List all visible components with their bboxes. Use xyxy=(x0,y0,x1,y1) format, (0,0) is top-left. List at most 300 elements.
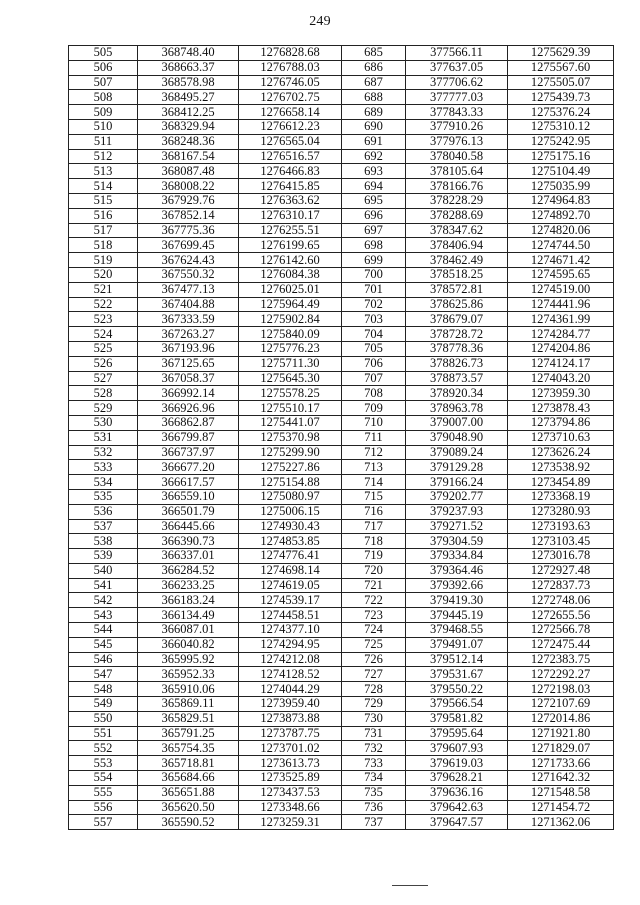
x-coordinate-cell: 366040.82 xyxy=(138,637,239,652)
x-coordinate-cell: 365590.52 xyxy=(138,815,239,830)
x-coordinate-cell: 365952.33 xyxy=(138,667,239,682)
y-coordinate-cell: 1273613.73 xyxy=(239,756,342,771)
table-row xyxy=(69,563,614,578)
table-row xyxy=(69,119,614,134)
point-number-cell: 730 xyxy=(342,711,406,726)
point-number-cell: 535 xyxy=(69,489,138,504)
y-coordinate-cell: 1272383.75 xyxy=(508,652,614,667)
y-coordinate-cell: 1275154.88 xyxy=(239,475,342,490)
y-coordinate-cell: 1276142.60 xyxy=(239,253,342,268)
table-row xyxy=(69,741,614,756)
y-coordinate-cell: 1271362.06 xyxy=(508,815,614,830)
point-number-cell: 685 xyxy=(342,46,406,61)
x-coordinate-cell: 368578.98 xyxy=(138,75,239,90)
point-number-cell: 707 xyxy=(342,371,406,386)
table-row xyxy=(69,356,614,371)
point-number-cell: 702 xyxy=(342,297,406,312)
y-coordinate-cell: 1275711.30 xyxy=(239,356,342,371)
point-number-cell: 714 xyxy=(342,475,406,490)
x-coordinate-cell: 377637.05 xyxy=(406,60,508,75)
table-row xyxy=(69,75,614,90)
table-row xyxy=(69,312,614,327)
point-number-cell: 716 xyxy=(342,504,406,519)
y-coordinate-cell: 1276702.75 xyxy=(239,90,342,105)
table-row xyxy=(69,282,614,297)
x-coordinate-cell: 379334.84 xyxy=(406,549,508,564)
x-coordinate-cell: 379636.16 xyxy=(406,785,508,800)
y-coordinate-cell: 1276199.65 xyxy=(239,238,342,253)
y-coordinate-cell: 1276084.38 xyxy=(239,267,342,282)
y-coordinate-cell: 1273193.63 xyxy=(508,519,614,534)
table-row xyxy=(69,371,614,386)
point-number-cell: 528 xyxy=(69,386,138,401)
point-number-cell: 543 xyxy=(69,608,138,623)
x-coordinate-cell: 378462.49 xyxy=(406,253,508,268)
x-coordinate-cell: 366677.20 xyxy=(138,460,239,475)
point-number-cell: 522 xyxy=(69,297,138,312)
table-row xyxy=(69,460,614,475)
point-number-cell: 696 xyxy=(342,208,406,223)
point-number-cell: 533 xyxy=(69,460,138,475)
bottom-divider xyxy=(392,885,428,886)
table-row xyxy=(69,90,614,105)
y-coordinate-cell: 1274930.43 xyxy=(239,519,342,534)
y-coordinate-cell: 1275840.09 xyxy=(239,327,342,342)
table-row xyxy=(69,697,614,712)
y-coordinate-cell: 1275567.60 xyxy=(508,60,614,75)
y-coordinate-cell: 1275510.17 xyxy=(239,401,342,416)
y-coordinate-cell: 1274377.10 xyxy=(239,623,342,638)
table-row xyxy=(69,623,614,638)
point-number-cell: 717 xyxy=(342,519,406,534)
table-row xyxy=(69,756,614,771)
x-coordinate-cell: 365910.06 xyxy=(138,682,239,697)
x-coordinate-cell: 379619.03 xyxy=(406,756,508,771)
x-coordinate-cell: 366501.79 xyxy=(138,504,239,519)
y-coordinate-cell: 1276255.51 xyxy=(239,223,342,238)
x-coordinate-cell: 378920.34 xyxy=(406,386,508,401)
point-number-cell: 715 xyxy=(342,489,406,504)
table-row xyxy=(69,519,614,534)
point-number-cell: 516 xyxy=(69,208,138,223)
point-number-cell: 523 xyxy=(69,312,138,327)
table-row xyxy=(69,164,614,179)
y-coordinate-cell: 1274744.50 xyxy=(508,238,614,253)
point-number-cell: 701 xyxy=(342,282,406,297)
point-number-cell: 704 xyxy=(342,327,406,342)
x-coordinate-cell: 378572.81 xyxy=(406,282,508,297)
point-number-cell: 517 xyxy=(69,223,138,238)
x-coordinate-cell: 377843.33 xyxy=(406,105,508,120)
y-coordinate-cell: 1273538.92 xyxy=(508,460,614,475)
x-coordinate-cell: 366337.01 xyxy=(138,549,239,564)
y-coordinate-cell: 1274698.14 xyxy=(239,563,342,578)
table-row xyxy=(69,134,614,149)
y-coordinate-cell: 1275242.95 xyxy=(508,134,614,149)
y-coordinate-cell: 1276310.17 xyxy=(239,208,342,223)
table-row xyxy=(69,238,614,253)
table-row xyxy=(69,253,614,268)
y-coordinate-cell: 1274212.08 xyxy=(239,652,342,667)
x-coordinate-cell: 365620.50 xyxy=(138,800,239,815)
table-row xyxy=(69,534,614,549)
y-coordinate-cell: 1275035.99 xyxy=(508,179,614,194)
y-coordinate-cell: 1275964.49 xyxy=(239,297,342,312)
point-number-cell: 710 xyxy=(342,415,406,430)
table-row xyxy=(69,267,614,282)
x-coordinate-cell: 378873.57 xyxy=(406,371,508,386)
point-number-cell: 551 xyxy=(69,726,138,741)
point-number-cell: 734 xyxy=(342,771,406,786)
x-coordinate-cell: 367852.14 xyxy=(138,208,239,223)
table-row xyxy=(69,726,614,741)
point-number-cell: 724 xyxy=(342,623,406,638)
x-coordinate-cell: 378679.07 xyxy=(406,312,508,327)
point-number-cell: 686 xyxy=(342,60,406,75)
point-number-cell: 508 xyxy=(69,90,138,105)
point-number-cell: 693 xyxy=(342,164,406,179)
x-coordinate-cell: 366284.52 xyxy=(138,563,239,578)
y-coordinate-cell: 1276746.05 xyxy=(239,75,342,90)
x-coordinate-cell: 379129.28 xyxy=(406,460,508,475)
x-coordinate-cell: 379581.82 xyxy=(406,711,508,726)
table-row xyxy=(69,223,614,238)
y-coordinate-cell: 1274284.77 xyxy=(508,327,614,342)
x-coordinate-cell: 365754.35 xyxy=(138,741,239,756)
table-row xyxy=(69,149,614,164)
x-coordinate-cell: 378288.69 xyxy=(406,208,508,223)
y-coordinate-cell: 1275227.86 xyxy=(239,460,342,475)
y-coordinate-cell: 1272927.48 xyxy=(508,563,614,578)
x-coordinate-cell: 367624.43 xyxy=(138,253,239,268)
point-number-cell: 505 xyxy=(69,46,138,61)
x-coordinate-cell: 366926.96 xyxy=(138,401,239,416)
point-number-cell: 695 xyxy=(342,193,406,208)
y-coordinate-cell: 1275104.49 xyxy=(508,164,614,179)
y-coordinate-cell: 1274204.86 xyxy=(508,341,614,356)
x-coordinate-cell: 379628.21 xyxy=(406,771,508,786)
x-coordinate-cell: 367929.76 xyxy=(138,193,239,208)
point-number-cell: 524 xyxy=(69,327,138,342)
y-coordinate-cell: 1276466.83 xyxy=(239,164,342,179)
point-number-cell: 534 xyxy=(69,475,138,490)
table-row xyxy=(69,711,614,726)
x-coordinate-cell: 379642.63 xyxy=(406,800,508,815)
y-coordinate-cell: 1275439.73 xyxy=(508,90,614,105)
point-number-cell: 509 xyxy=(69,105,138,120)
x-coordinate-cell: 367775.36 xyxy=(138,223,239,238)
point-number-cell: 546 xyxy=(69,652,138,667)
x-coordinate-cell: 379566.54 xyxy=(406,697,508,712)
point-number-cell: 549 xyxy=(69,697,138,712)
point-number-cell: 548 xyxy=(69,682,138,697)
point-number-cell: 521 xyxy=(69,282,138,297)
point-number-cell: 737 xyxy=(342,815,406,830)
x-coordinate-cell: 379304.59 xyxy=(406,534,508,549)
x-coordinate-cell: 365869.11 xyxy=(138,697,239,712)
point-number-cell: 526 xyxy=(69,356,138,371)
x-coordinate-cell: 378105.64 xyxy=(406,164,508,179)
x-coordinate-cell: 378166.76 xyxy=(406,179,508,194)
x-coordinate-cell: 367477.13 xyxy=(138,282,239,297)
x-coordinate-cell: 366617.57 xyxy=(138,475,239,490)
point-number-cell: 530 xyxy=(69,415,138,430)
y-coordinate-cell: 1275505.07 xyxy=(508,75,614,90)
y-coordinate-cell: 1272748.06 xyxy=(508,593,614,608)
y-coordinate-cell: 1274044.29 xyxy=(239,682,342,697)
table-row xyxy=(69,800,614,815)
x-coordinate-cell: 378347.62 xyxy=(406,223,508,238)
point-number-cell: 539 xyxy=(69,549,138,564)
y-coordinate-cell: 1274124.17 xyxy=(508,356,614,371)
point-number-cell: 507 xyxy=(69,75,138,90)
y-coordinate-cell: 1272566.78 xyxy=(508,623,614,638)
point-number-cell: 537 xyxy=(69,519,138,534)
x-coordinate-cell: 379237.93 xyxy=(406,504,508,519)
table-row xyxy=(69,549,614,564)
y-coordinate-cell: 1272198.03 xyxy=(508,682,614,697)
point-number-cell: 541 xyxy=(69,578,138,593)
y-coordinate-cell: 1276658.14 xyxy=(239,105,342,120)
y-coordinate-cell: 1274361.99 xyxy=(508,312,614,327)
y-coordinate-cell: 1274441.96 xyxy=(508,297,614,312)
x-coordinate-cell: 367058.37 xyxy=(138,371,239,386)
table-row xyxy=(69,430,614,445)
y-coordinate-cell: 1273878.43 xyxy=(508,401,614,416)
x-coordinate-cell: 378518.25 xyxy=(406,267,508,282)
x-coordinate-cell: 378228.29 xyxy=(406,193,508,208)
x-coordinate-cell: 366737.97 xyxy=(138,445,239,460)
x-coordinate-cell: 365829.51 xyxy=(138,711,239,726)
x-coordinate-cell: 379364.46 xyxy=(406,563,508,578)
x-coordinate-cell: 378406.94 xyxy=(406,238,508,253)
point-number-cell: 519 xyxy=(69,253,138,268)
y-coordinate-cell: 1272292.27 xyxy=(508,667,614,682)
y-coordinate-cell: 1276025.01 xyxy=(239,282,342,297)
y-coordinate-cell: 1273794.86 xyxy=(508,415,614,430)
y-coordinate-cell: 1276612.23 xyxy=(239,119,342,134)
y-coordinate-cell: 1275578.25 xyxy=(239,386,342,401)
point-number-cell: 540 xyxy=(69,563,138,578)
point-number-cell: 694 xyxy=(342,179,406,194)
point-number-cell: 688 xyxy=(342,90,406,105)
table-row xyxy=(69,652,614,667)
y-coordinate-cell: 1273959.30 xyxy=(508,386,614,401)
point-number-cell: 700 xyxy=(342,267,406,282)
y-coordinate-cell: 1272837.73 xyxy=(508,578,614,593)
y-coordinate-cell: 1276828.68 xyxy=(239,46,342,61)
point-number-cell: 690 xyxy=(342,119,406,134)
point-number-cell: 709 xyxy=(342,401,406,416)
x-coordinate-cell: 377910.26 xyxy=(406,119,508,134)
x-coordinate-cell: 379550.22 xyxy=(406,682,508,697)
point-number-cell: 705 xyxy=(342,341,406,356)
point-number-cell: 723 xyxy=(342,608,406,623)
point-number-cell: 529 xyxy=(69,401,138,416)
table-row xyxy=(69,415,614,430)
x-coordinate-cell: 379166.24 xyxy=(406,475,508,490)
y-coordinate-cell: 1275629.39 xyxy=(508,46,614,61)
x-coordinate-cell: 379445.19 xyxy=(406,608,508,623)
x-coordinate-cell: 378040.58 xyxy=(406,149,508,164)
point-number-cell: 711 xyxy=(342,430,406,445)
x-coordinate-cell: 368167.54 xyxy=(138,149,239,164)
table-row xyxy=(69,60,614,75)
x-coordinate-cell: 366390.73 xyxy=(138,534,239,549)
point-number-cell: 506 xyxy=(69,60,138,75)
point-number-cell: 513 xyxy=(69,164,138,179)
point-number-cell: 691 xyxy=(342,134,406,149)
point-number-cell: 689 xyxy=(342,105,406,120)
x-coordinate-cell: 368495.27 xyxy=(138,90,239,105)
y-coordinate-cell: 1275376.24 xyxy=(508,105,614,120)
point-number-cell: 692 xyxy=(342,149,406,164)
x-coordinate-cell: 379531.67 xyxy=(406,667,508,682)
point-number-cell: 703 xyxy=(342,312,406,327)
x-coordinate-cell: 377566.11 xyxy=(406,46,508,61)
x-coordinate-cell: 366799.87 xyxy=(138,430,239,445)
point-number-cell: 722 xyxy=(342,593,406,608)
x-coordinate-cell: 367404.88 xyxy=(138,297,239,312)
point-number-cell: 544 xyxy=(69,623,138,638)
point-number-cell: 532 xyxy=(69,445,138,460)
y-coordinate-cell: 1273259.31 xyxy=(239,815,342,830)
y-coordinate-cell: 1273454.89 xyxy=(508,475,614,490)
y-coordinate-cell: 1276565.04 xyxy=(239,134,342,149)
y-coordinate-cell: 1274853.85 xyxy=(239,534,342,549)
y-coordinate-cell: 1273348.66 xyxy=(239,800,342,815)
point-number-cell: 520 xyxy=(69,267,138,282)
x-coordinate-cell: 366183.24 xyxy=(138,593,239,608)
table-row xyxy=(69,682,614,697)
x-coordinate-cell: 367333.59 xyxy=(138,312,239,327)
point-number-cell: 719 xyxy=(342,549,406,564)
table-row xyxy=(69,489,614,504)
y-coordinate-cell: 1274043.20 xyxy=(508,371,614,386)
coordinates-table-body xyxy=(69,46,614,830)
y-coordinate-cell: 1276788.03 xyxy=(239,60,342,75)
y-coordinate-cell: 1272014.86 xyxy=(508,711,614,726)
x-coordinate-cell: 368248.36 xyxy=(138,134,239,149)
point-number-cell: 732 xyxy=(342,741,406,756)
x-coordinate-cell: 379512.14 xyxy=(406,652,508,667)
y-coordinate-cell: 1275441.07 xyxy=(239,415,342,430)
point-number-cell: 512 xyxy=(69,149,138,164)
point-number-cell: 687 xyxy=(342,75,406,90)
table-row xyxy=(69,667,614,682)
point-number-cell: 726 xyxy=(342,652,406,667)
table-row xyxy=(69,815,614,830)
x-coordinate-cell: 379595.64 xyxy=(406,726,508,741)
x-coordinate-cell: 366087.01 xyxy=(138,623,239,638)
page-number: 249 xyxy=(309,14,331,29)
table-row xyxy=(69,46,614,61)
y-coordinate-cell: 1275370.98 xyxy=(239,430,342,445)
table-row xyxy=(69,179,614,194)
point-number-cell: 729 xyxy=(342,697,406,712)
y-coordinate-cell: 1274820.06 xyxy=(508,223,614,238)
x-coordinate-cell: 365651.88 xyxy=(138,785,239,800)
x-coordinate-cell: 377976.13 xyxy=(406,134,508,149)
point-number-cell: 557 xyxy=(69,815,138,830)
point-number-cell: 547 xyxy=(69,667,138,682)
y-coordinate-cell: 1272475.44 xyxy=(508,637,614,652)
point-number-cell: 542 xyxy=(69,593,138,608)
point-number-cell: 545 xyxy=(69,637,138,652)
table-row xyxy=(69,593,614,608)
point-number-cell: 713 xyxy=(342,460,406,475)
y-coordinate-cell: 1271829.07 xyxy=(508,741,614,756)
x-coordinate-cell: 366559.10 xyxy=(138,489,239,504)
point-number-cell: 550 xyxy=(69,711,138,726)
table-row xyxy=(69,578,614,593)
y-coordinate-cell: 1275776.23 xyxy=(239,341,342,356)
x-coordinate-cell: 365718.81 xyxy=(138,756,239,771)
point-number-cell: 510 xyxy=(69,119,138,134)
point-number-cell: 554 xyxy=(69,771,138,786)
y-coordinate-cell: 1275080.97 xyxy=(239,489,342,504)
x-coordinate-cell: 368087.48 xyxy=(138,164,239,179)
x-coordinate-cell: 379468.55 xyxy=(406,623,508,638)
table-row xyxy=(69,208,614,223)
x-coordinate-cell: 379089.24 xyxy=(406,445,508,460)
point-number-cell: 555 xyxy=(69,785,138,800)
y-coordinate-cell: 1274595.65 xyxy=(508,267,614,282)
table-row xyxy=(69,475,614,490)
point-number-cell: 531 xyxy=(69,430,138,445)
y-coordinate-cell: 1273437.53 xyxy=(239,785,342,800)
y-coordinate-cell: 1271733.66 xyxy=(508,756,614,771)
table-row xyxy=(69,504,614,519)
x-coordinate-cell: 365995.92 xyxy=(138,652,239,667)
point-number-cell: 697 xyxy=(342,223,406,238)
y-coordinate-cell: 1272107.69 xyxy=(508,697,614,712)
y-coordinate-cell: 1274619.05 xyxy=(239,578,342,593)
x-coordinate-cell: 378625.86 xyxy=(406,297,508,312)
y-coordinate-cell: 1273368.19 xyxy=(508,489,614,504)
x-coordinate-cell: 367193.96 xyxy=(138,341,239,356)
y-coordinate-cell: 1274519.00 xyxy=(508,282,614,297)
y-coordinate-cell: 1273016.78 xyxy=(508,549,614,564)
y-coordinate-cell: 1274294.95 xyxy=(239,637,342,652)
table-row xyxy=(69,193,614,208)
y-coordinate-cell: 1273787.75 xyxy=(239,726,342,741)
y-coordinate-cell: 1275645.30 xyxy=(239,371,342,386)
table-row xyxy=(69,341,614,356)
x-coordinate-cell: 377706.62 xyxy=(406,75,508,90)
x-coordinate-cell: 379392.66 xyxy=(406,578,508,593)
y-coordinate-cell: 1274539.17 xyxy=(239,593,342,608)
point-number-cell: 727 xyxy=(342,667,406,682)
y-coordinate-cell: 1275299.90 xyxy=(239,445,342,460)
x-coordinate-cell: 366134.49 xyxy=(138,608,239,623)
point-number-cell: 698 xyxy=(342,238,406,253)
x-coordinate-cell: 379607.93 xyxy=(406,741,508,756)
x-coordinate-cell: 368008.22 xyxy=(138,179,239,194)
x-coordinate-cell: 367125.65 xyxy=(138,356,239,371)
x-coordinate-cell: 379202.77 xyxy=(406,489,508,504)
y-coordinate-cell: 1273626.24 xyxy=(508,445,614,460)
table-row xyxy=(69,386,614,401)
x-coordinate-cell: 378728.72 xyxy=(406,327,508,342)
point-number-cell: 553 xyxy=(69,756,138,771)
y-coordinate-cell: 1276516.57 xyxy=(239,149,342,164)
y-coordinate-cell: 1272655.56 xyxy=(508,608,614,623)
point-number-cell: 514 xyxy=(69,179,138,194)
point-number-cell: 736 xyxy=(342,800,406,815)
y-coordinate-cell: 1273959.40 xyxy=(239,697,342,712)
point-number-cell: 728 xyxy=(342,682,406,697)
